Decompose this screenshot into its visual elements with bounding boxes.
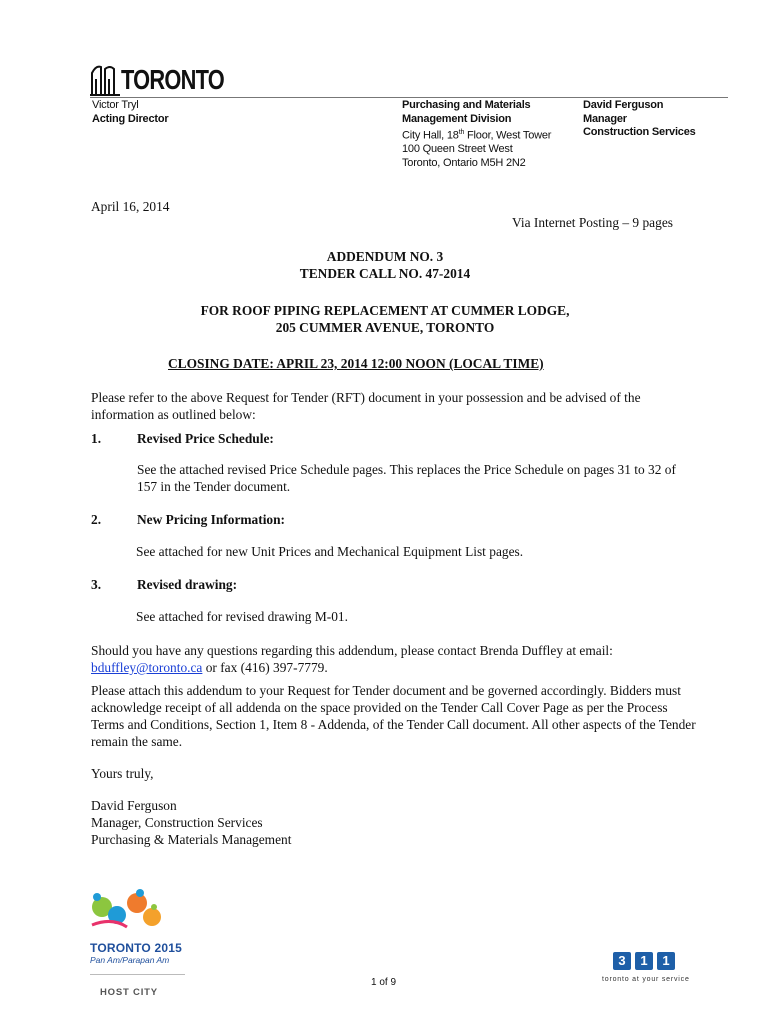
manager-name: David Ferguson: [583, 99, 664, 111]
city-wordmark: TORONTO: [121, 64, 224, 95]
manager-dept: Construction Services: [583, 126, 696, 139]
attach-paragraph: Please attach this addendum to your Request for Tender document and be governed accordingly. Bidders must acknowledge receipt of all addenda on the space provided on the Tender Call Cover Page as per the Process Terms and Conditions, Section 1, Item 8 - Addenda, of the Tender Call document. All other aspects of the Tender remain the same.: [91, 683, 696, 749]
item-number: 3.: [91, 577, 102, 592]
division-address-block: [402, 99, 551, 171]
sender-name: Victor Tryl: [92, 99, 139, 111]
division-name-line1: Purchasing and Materials: [402, 99, 531, 111]
address-line2: 100 Queen Street West: [402, 143, 513, 156]
signature-name: David Ferguson: [91, 798, 177, 813]
item-title: Revised drawing:: [137, 577, 238, 592]
signature-block: [91, 797, 291, 848]
address-line1: [402, 126, 551, 143]
division-name-line2: Management Division: [402, 112, 512, 125]
delivery-method: Via Internet Posting – 9 pages: [512, 215, 673, 230]
item-description: See attached for new Unit Prices and Mechanical Equipment List pages.: [136, 544, 524, 559]
intro-paragraph: Please refer to the above Request for Tender (RFT) document in your possession and be advised of the information as outlined below:: [91, 390, 641, 422]
sender-title: Acting Director: [92, 112, 169, 125]
header-divider: [90, 97, 728, 98]
contact-fax: or fax (416) 397-7779.: [202, 660, 328, 675]
logo-311-digit: 3: [613, 952, 631, 970]
subject-line1: FOR ROOF PIPING REPLACEMENT AT CUMMER LODGE,: [200, 303, 570, 318]
logo-311-digit: 1: [635, 952, 653, 970]
address-line1-b: Floor, West Tower: [464, 129, 552, 142]
pan-am-wordmark: TORONTO 2015: [90, 941, 182, 955]
host-city-label: HOST CITY: [100, 987, 158, 998]
signature-dept: Purchasing & Materials Management: [91, 832, 292, 847]
item-description: See attached for revised drawing M-01.: [136, 609, 348, 624]
signature-title: Manager, Construction Services: [91, 815, 263, 830]
logo-311-tagline: toronto at your service: [602, 976, 690, 983]
contact-email-link[interactable]: bduffley@toronto.ca: [91, 660, 203, 675]
contact-paragraph: [91, 642, 691, 676]
contact-text: Should you have any questions regarding this addendum, please contact Brenda Duffley at email:: [91, 643, 613, 658]
logo-311-digit: 1: [657, 952, 675, 970]
manager-title: Manager: [583, 112, 627, 125]
addendum-heading: ADDENDUM NO. 3: [326, 249, 444, 264]
item-number: 2.: [91, 512, 102, 527]
address-line1-a: City Hall, 18: [402, 129, 459, 142]
letter-date: April 16, 2014: [91, 199, 170, 214]
subject-line2: 205 CUMMER AVENUE, TORONTO: [275, 320, 495, 335]
tender-call-heading: TENDER CALL NO. 47-2014: [299, 266, 471, 281]
address-line1-sup: th: [458, 129, 465, 137]
host-city-divider: [90, 974, 185, 975]
pan-am-subtitle: Pan Am/Parapan Am: [90, 955, 170, 965]
manager-block: [583, 99, 696, 140]
closing-date: CLOSING DATE: APRIL 23, 2014 12:00 NOON (LOCAL TIME): [168, 356, 544, 371]
logo-311-icon: [613, 952, 679, 970]
item-title: New Pricing Information:: [137, 512, 286, 527]
item-number: 1.: [91, 431, 102, 446]
item-description: See the attached revised Price Schedule pages. This replaces the Price Schedule on pages 31 to 32 of 157 in the Tender document.: [137, 462, 676, 494]
sender-block: [92, 99, 168, 126]
sign-off: Yours truly,: [91, 766, 154, 781]
page-number: 1 of 9: [371, 977, 397, 988]
item-title: Revised Price Schedule:: [137, 431, 274, 446]
address-line3: Toronto, Ontario M5H 2N2: [402, 157, 526, 170]
